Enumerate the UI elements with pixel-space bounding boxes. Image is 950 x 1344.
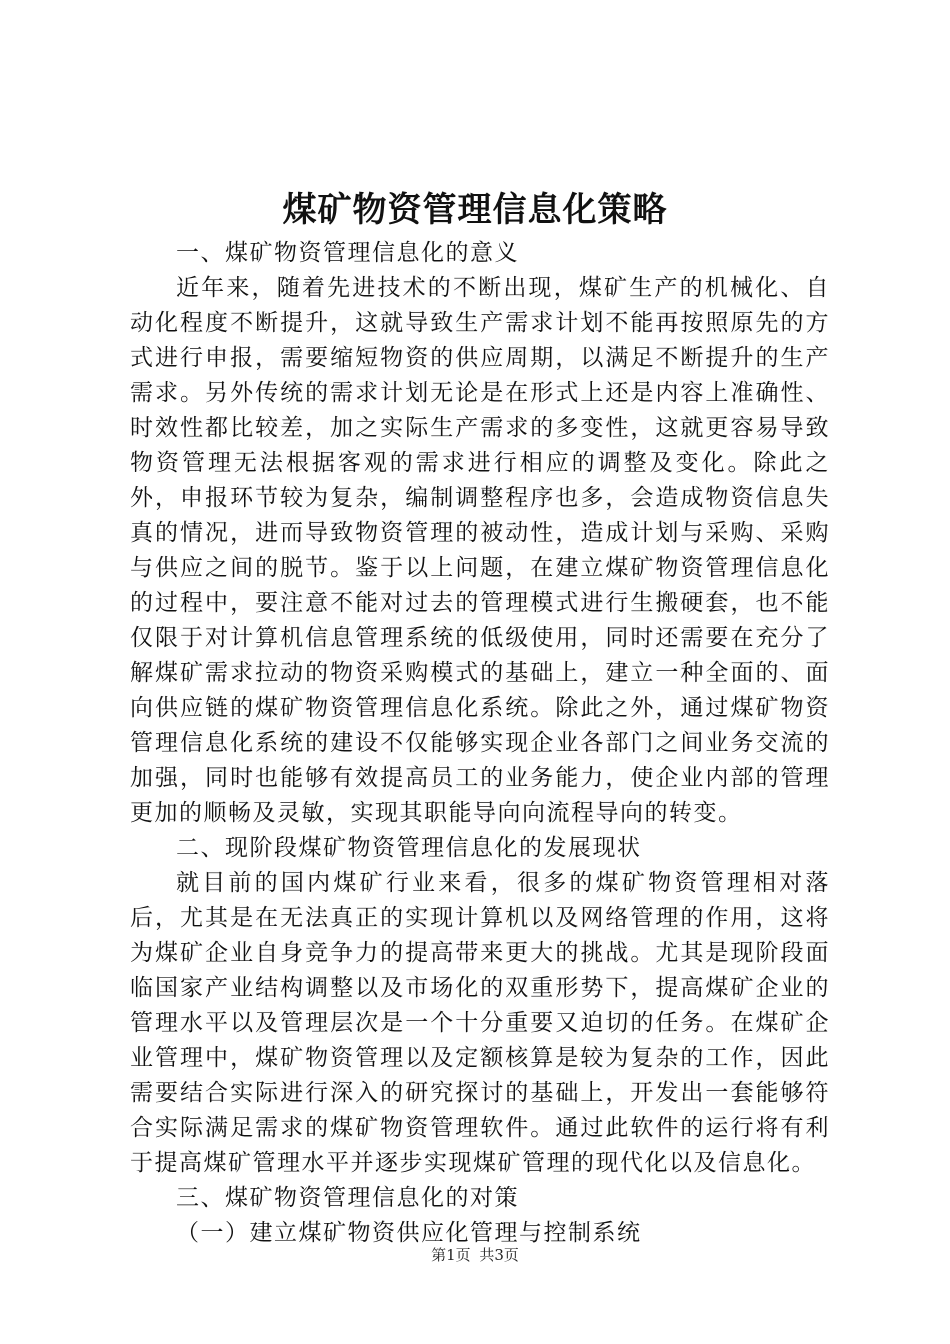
subsection-heading-1: （一）建立煤矿物资供应化管理与控制系统 <box>176 1220 642 1246</box>
page-total: 共3页 <box>479 1246 519 1264</box>
page-footer <box>0 1244 950 1266</box>
page-number: 第1页 <box>431 1246 471 1264</box>
paragraph-2: 就目前的国内煤矿行业来看，很多的煤矿物资管理相对落后，尤其是在无法真正的实现计算机以及网络管理的作用，这将为煤矿企业自身竞争力的提高带来更大的挑战。尤其是现阶段面临国家产业结构调整以及市场化的双重形势下，提高煤矿企业的管理水平以及管理层次是一个十分重要又迫切的任务。在煤矿企业管理中，煤矿物资管理以及定额核算是较为复杂的工作，因此需要结合实际进行深入的研究探讨的基础上，开发出一套能够符合实际满足需求的煤矿物资管理软件。通过此软件的运行将有利于提高煤矿管理水平并逐步实现煤矿管理的现代化以及信息化。 <box>130 870 830 1176</box>
paragraph-1: 近年来，随着先进技术的不断出现，煤矿生产的机械化、自动化程度不断提升，这就导致生产需求计划不能再按照原先的方式进行申报，需要缩短物资的供应周期，以满足不断提升的生产需求。另外传统的需求计划无论是在形式上还是内容上准确性、时效性都比较差，加之实际生产需求的多变性，这就更容易导致物资管理无法根据客观的需求进行相应的调整及变化。除此之外，申报环节较为复杂，编制调整程序也多，会造成物资信息失真的情况，进而导致物资管理的被动性，造成计划与采购、采购与供应之间的脱节。鉴于以上问题，在建立煤矿物资管理信息化的过程中，要注意不能对过去的管理模式进行生搬硬套，也不能仅限于对计算机信息管理系统的低级使用，同时还需要在充分了解煤矿需求拉动的物资采购模式的基础上，建立一种全面的、面向供应链的煤矿物资管理信息化系统。除此之外，通过煤矿物资管理信息化系统的建设不仅能够实现企业各部门之间业务交流的加强，同时也能够有效提高员工的业务能力，使企业内部的管理更加的顺畅及灵敏，实现其职能导向向流程导向的转变。 <box>130 275 830 826</box>
document-body <box>130 236 830 1251</box>
document-title: 煤矿物资管理信息化策略 <box>282 190 668 230</box>
section-heading-3: 三、煤矿物资管理信息化的对策 <box>176 1185 519 1211</box>
section-heading-1: 一、煤矿物资管理信息化的意义 <box>176 240 519 266</box>
section-heading-2: 二、现阶段煤矿物资管理信息化的发展现状 <box>176 835 642 861</box>
